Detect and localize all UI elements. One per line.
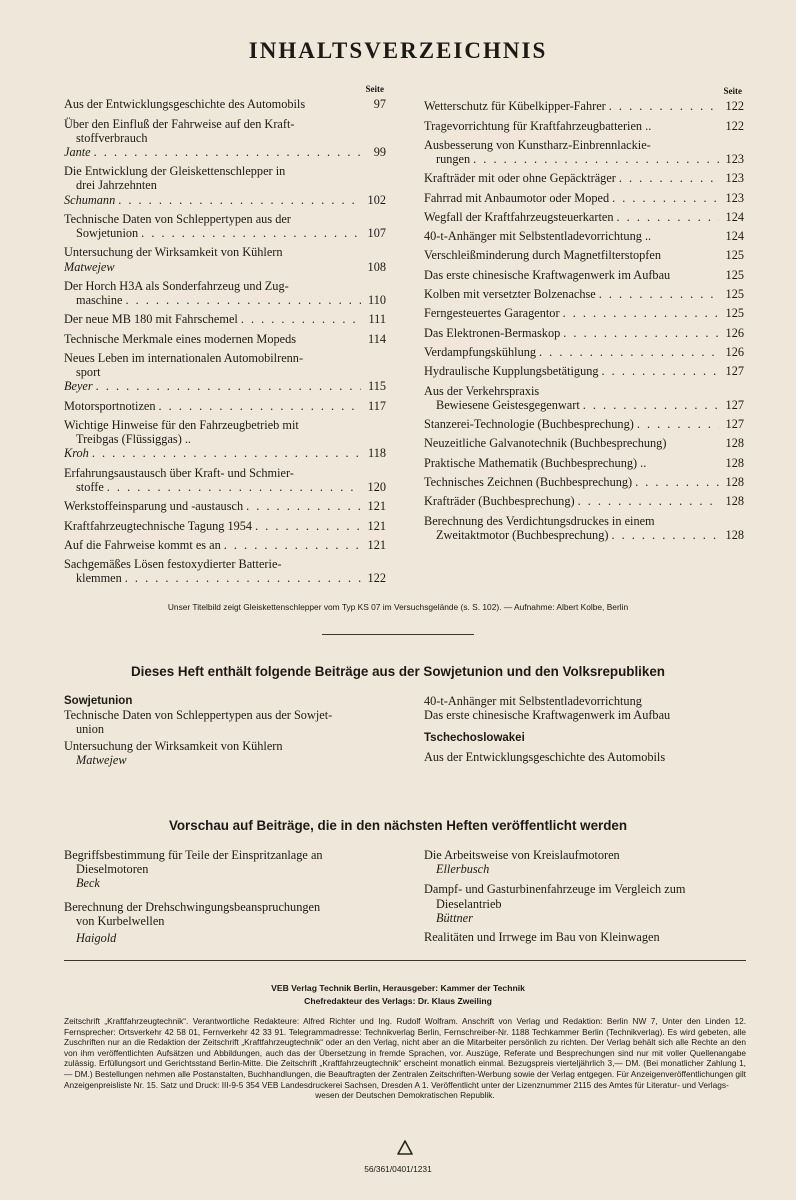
- leader-dots: [473, 152, 719, 166]
- toc-entry-page: 128: [725, 494, 744, 509]
- toc-entry-title: Wetterschutz für Kübelkipper-Fahrer: [424, 99, 606, 114]
- print-code: 56/361/0401/1231: [364, 1164, 432, 1174]
- toc-entry[interactable]: [64, 351, 386, 394]
- toc-right-list: [424, 99, 744, 542]
- toc-entry-page: 120: [367, 479, 386, 494]
- toc-entry-page: 122: [725, 118, 744, 133]
- toc-entry-title: klemmen: [76, 571, 122, 586]
- section2-left: [64, 694, 384, 767]
- list-item: Aus der Entwicklungsgeschichte des Automobils: [424, 749, 666, 764]
- country-heading: Tschechoslowakei: [424, 732, 525, 745]
- list-item: Technische Daten von Schleppertypen aus der Sowjet-: [64, 708, 333, 723]
- toc-entry-title: Technisches Zeichnen (Buchbesprechung): [424, 474, 633, 489]
- toc-entry-page: 127: [725, 417, 744, 432]
- imprint-last-line: wesen der Deutschen Demokratischen Republik.: [315, 1090, 495, 1101]
- toc-entry-title: Motorsportnotizen: [64, 398, 156, 413]
- toc-entry-title: Tragevorrichtung für Kraftfahrzeugbatterien ..: [424, 118, 652, 133]
- leader-dots: [563, 306, 719, 320]
- toc-entry-page: 128: [725, 474, 744, 489]
- section3-left: [64, 848, 384, 945]
- list-item: Dampf- und Gasturbinenfahrzeuge im Vergleich zum: [424, 882, 686, 897]
- toc-entry-title: Praktische Mathematik (Buchbesprechung) ..: [424, 455, 647, 470]
- leader-dots: [583, 398, 719, 412]
- toc-entry-page: 128: [725, 527, 744, 542]
- leader-dots: [141, 226, 361, 240]
- toc-entry-page: 111: [368, 312, 386, 327]
- toc-entry-page: 128: [725, 455, 744, 470]
- toc-entry-page: 127: [725, 364, 744, 379]
- toc-entry-page: 126: [725, 325, 744, 340]
- toc-entry[interactable]: [424, 364, 744, 378]
- toc-entry-title: Das erste chinesische Kraftwagenwerk im Aufbau: [424, 267, 671, 282]
- toc-entry[interactable]: [64, 312, 386, 326]
- toc-entry[interactable]: [424, 417, 744, 431]
- toc-entry[interactable]: [424, 494, 744, 508]
- toc-entry-page: 125: [725, 306, 744, 321]
- toc-entry[interactable]: [424, 326, 744, 340]
- toc-entry-page: 102: [367, 192, 386, 207]
- author: Büttner: [436, 910, 473, 925]
- toc-entry-page: 127: [725, 397, 744, 412]
- toc-entry-title: Ferngesteuertes Garagentor: [424, 306, 560, 321]
- toc-entry[interactable]: [424, 475, 744, 489]
- toc-entry-title: Die Entwicklung der Gleiskettenschlepper in: [64, 164, 286, 179]
- toc-entry-page: 126: [725, 344, 744, 359]
- toc-entry-title: Auf die Fahrweise kommt es an: [64, 537, 221, 552]
- toc-entry-title: Stanzerei-Technologie (Buchbesprechung): [424, 417, 634, 432]
- toc-entry-title: Wichtige Hinweise für den Fahrzeugbetrieb mit: [64, 418, 299, 432]
- country-heading: Sowjetunion: [64, 695, 133, 707]
- leader-dots: [159, 399, 361, 413]
- list-item: Begriffsbestimmung für Teile der Einspritzanlage an: [64, 848, 323, 862]
- toc-entry[interactable]: [424, 306, 744, 320]
- toc-entry[interactable]: [64, 538, 386, 552]
- toc-entry-page: 123: [725, 171, 744, 186]
- publisher-logo-icon: [396, 1139, 414, 1157]
- toc-entry-title: Werkstoffeinsparung und -austausch: [64, 499, 244, 514]
- toc-entry-title: stoffverbrauch: [76, 130, 148, 145]
- toc-entry[interactable]: [424, 248, 744, 262]
- leader-dots: [635, 475, 719, 489]
- toc-entry[interactable]: [424, 229, 744, 243]
- toc-entry-author: Kroh: [64, 446, 89, 461]
- toc-entry-title: rungen: [436, 152, 471, 166]
- list-item-cont: Dieselmotoren: [76, 862, 149, 877]
- leader-dots: [246, 499, 361, 513]
- leader-dots: [92, 446, 361, 460]
- toc-entry-author: Jante: [64, 144, 91, 159]
- author: Matwejew: [76, 752, 127, 767]
- toc-entry-author: Schumann: [64, 192, 116, 207]
- toc-entry-title: Neuzeitliche Galvanotechnik (Buchbesprechung): [424, 436, 667, 451]
- leader-dots: [611, 528, 719, 542]
- leader-dots: [539, 345, 719, 359]
- toc-entry-page: 125: [725, 267, 744, 282]
- leader-dots: [609, 99, 719, 113]
- toc-entry-title: Sowjetunion: [76, 226, 139, 241]
- toc-entry[interactable]: [424, 287, 744, 301]
- imprint-body: Zeitschrift „Kraftfahrzeugtechnik“. Verantwortliche Redakteure: Alfred Richter und Ing. Rudolf Wolfram. Anschrift von Verlag und Redaktion: Berlin NW 7, Unter den Linden 12. Fernsprecher: Ortsverkehr 42 58 01, Fernverkehr 42 33 91. Telegrammadresse: Technikverlag Berlin, Fernschreiber-Nr. 1188 Techkammer Berlin (Technikverlag). Es wird gebeten, alle Zuschriften nur an die Redaktion der Zeitschrift „Kraftfahrzeugtechnik“ oder an den Verlag, nicht aber an die Mitarbeiter persönlich zu richten. Der Verlag behält sich alle Rechte an den von ihm veröffentlichten Aufsätzen und Abbildungen, auch das der Übersetzung in fremde Sprachen, vor. Auszüge, Referate und Besprechungen sind nur mit voller Quellenangabe zulässig. Erfüllungsort und Gerichtsstand Berlin-Mitte. Die Zeitschrift „Kraftfahrzeugtechnik“ erscheint monatlich einmal. Bezugspreis vierteljährlich 3,— DM. (Bei monatlicher Zahlung 1,— DM.) Bestellungen nehmen alle Postanstalten, Buchhandlungen, die Beauftragten der Zentralen Zeitschriften-Werbung sowie der Verlag entgegen. Für Anzeigenveröffentlichungen gilt Anzeigenpreisliste Nr. 15. Satz und Druck: III-9-5 354 VEB Landesdruckerei Sachsen, Dresden A 1. Veröffentlicht unter der Lizenznummer 2115 des Amtes für Literatur- und Verlags-: [64, 1016, 746, 1090]
- toc-entry[interactable]: [64, 97, 386, 111]
- seite-label: Seite: [723, 86, 742, 96]
- section2-right: [424, 694, 744, 764]
- list-item-cont: Dieselantrieb: [436, 896, 502, 911]
- toc-entry-title: Erfahrungsaustausch über Kraft- und Schmier-: [64, 465, 294, 480]
- leader-dots: [241, 312, 361, 326]
- leader-dots: [612, 191, 719, 205]
- toc-entry-title: Technische Merkmale eines modernen Mopeds: [64, 331, 297, 346]
- toc-left-list: [64, 97, 386, 585]
- toc-entry[interactable]: [424, 384, 744, 412]
- toc-entry-page: 122: [725, 99, 744, 114]
- leader-dots: [96, 379, 361, 393]
- toc-entry-title: maschine: [76, 293, 123, 308]
- toc-entry-page: 117: [368, 398, 386, 413]
- toc-entry-title: Treibgas (Flüssiggas) ..: [76, 432, 192, 447]
- section-heading-vorschau: Vorschau auf Beiträge, die in den nächsten Heften veröffentlicht werden: [168, 818, 628, 833]
- author: Haigold: [76, 931, 117, 946]
- toc-entry[interactable]: [424, 191, 744, 205]
- toc-entry[interactable]: [64, 519, 386, 533]
- toc-entry-page: 97: [373, 97, 386, 112]
- toc-entry-title: Verdampfungskühlung: [424, 344, 537, 359]
- toc-entry-page: 121: [367, 499, 386, 514]
- divider: [322, 634, 474, 635]
- toc-entry-title: Technische Daten von Schleppertypen aus der: [64, 211, 291, 226]
- leader-dots: [224, 538, 361, 552]
- toc-entry-title: Hydraulische Kupplungsbetätigung: [424, 364, 599, 379]
- toc-entry[interactable]: [64, 399, 386, 413]
- toc-entry-title: Verschleißminderung durch Magnetfilterstopfen: [424, 248, 661, 263]
- toc-entry-page: 123: [725, 152, 744, 166]
- list-item: 40-t-Anhänger mit Selbstentladevorrichtung: [424, 694, 642, 708]
- toc-entry-page: 124: [725, 229, 744, 244]
- toc-entry-title: Zweitaktmotor (Buchbesprechung): [436, 527, 609, 542]
- toc-entry[interactable]: [424, 268, 744, 282]
- toc-entry-title: Untersuchung der Wirksamkeit von Kühlern: [64, 245, 283, 260]
- toc-entry-title: drei Jahrzehnten: [76, 178, 157, 193]
- list-item: Untersuchung der Wirksamkeit von Kühlern: [64, 738, 283, 753]
- author: Ellerbusch: [436, 862, 490, 877]
- toc-entry[interactable]: [424, 138, 744, 166]
- leader-dots: [255, 519, 361, 533]
- leader-dots: [599, 287, 719, 301]
- toc-entry[interactable]: [64, 117, 386, 160]
- imprint-publisher: VEB Verlag Technik Berlin, Herausgeber: Kammer der Technik: [271, 983, 525, 993]
- divider: [64, 960, 746, 961]
- toc-entry-page: 123: [725, 190, 744, 205]
- section-heading-volksrepubliken: Dieses Heft enthält folgende Beiträge aus der Sowjetunion und den Volksrepubliken: [131, 664, 665, 679]
- toc-entry-page: 124: [725, 209, 744, 224]
- cover-caption: Unser Titelbild zeigt Gleiskettenschlepper vom Typ KS 07 im Versuchsgelände (s. S. 102). — Aufnahme: Albert Kolbe, Berlin: [167, 602, 629, 612]
- toc-entry-title: Kolben mit versetzter Bolzenachse: [424, 287, 596, 302]
- list-item: Berechnung der Drehschwingungsbeanspruchungen: [64, 899, 321, 914]
- toc-entry-page: 122: [367, 571, 386, 586]
- toc-entry[interactable]: [64, 499, 386, 513]
- toc-entry-title: Wegfall der Kraftfahrzeugsteuerkarten: [424, 209, 614, 224]
- toc-entry-title: stoffe: [76, 479, 104, 494]
- list-item-cont: von Kurbelwellen: [76, 913, 165, 928]
- toc-entry-page: 118: [368, 446, 386, 461]
- page-title: INHALTSVERZEICHNIS: [248, 38, 548, 63]
- toc-entry-title: 40-t-Anhänger mit Selbstentladevorrichtung ..: [424, 229, 652, 244]
- leader-dots: [578, 494, 719, 508]
- toc-entry-title: Über den Einfluß der Fahrweise auf den Kraft-: [64, 116, 295, 131]
- toc-entry-page: 108: [367, 259, 386, 274]
- toc-entry-title: Kraftfahrzeugtechnische Tagung 1954: [64, 518, 253, 533]
- toc-entry[interactable]: [424, 119, 744, 133]
- toc-entry-page: 121: [367, 518, 386, 533]
- toc-entry-title: Krafträder mit oder ohne Gepäckträger: [424, 171, 616, 186]
- toc-entry[interactable]: [424, 345, 744, 359]
- toc-entry[interactable]: [64, 557, 386, 585]
- toc-entry[interactable]: [64, 164, 386, 207]
- leader-dots: [602, 364, 719, 378]
- leader-dots: [94, 145, 361, 159]
- toc-entry-title: Bewiesene Geistesgegenwart: [436, 397, 580, 412]
- toc-entry-page: 114: [368, 331, 386, 346]
- list-item: Das erste chinesische Kraftwagenwerk im Aufbau: [424, 708, 671, 723]
- toc-entry-title: Krafträder (Buchbesprechung): [424, 494, 575, 509]
- toc-entry[interactable]: [424, 436, 744, 450]
- toc-entry[interactable]: [424, 456, 744, 470]
- toc-entry[interactable]: [64, 279, 386, 307]
- toc-entry-title: Berechnung des Verdichtungsdruckes in einem: [424, 513, 655, 528]
- imprint-text: [64, 1016, 746, 1101]
- toc-entry[interactable]: [424, 171, 744, 185]
- list-item-cont: union: [76, 722, 105, 737]
- toc-entry-title: Sachgemäßes Lösen festoxydierter Batterie-: [64, 557, 282, 572]
- toc-entry[interactable]: [424, 514, 744, 542]
- toc-entry[interactable]: [64, 212, 386, 240]
- author: Beck: [76, 876, 100, 891]
- toc-entry-page: 125: [725, 287, 744, 302]
- toc-left-column: [64, 82, 386, 591]
- toc-entry[interactable]: [64, 332, 386, 346]
- toc-entry[interactable]: [64, 418, 386, 461]
- leader-dots: [125, 571, 361, 585]
- leader-dots: [125, 293, 361, 307]
- imprint-editor: Chefredakteur des Verlags: Dr. Klaus Zweiling: [304, 996, 492, 1006]
- leader-dots: [118, 193, 361, 207]
- toc-entry[interactable]: [64, 245, 386, 273]
- toc-entry-page: 107: [367, 226, 386, 241]
- toc-entry-author: Beyer: [64, 379, 93, 394]
- toc-entry-author: Matwejew: [64, 259, 115, 274]
- leader-dots: [107, 480, 361, 494]
- toc-entry-page: 110: [368, 293, 386, 308]
- toc-entry[interactable]: [424, 210, 744, 224]
- leader-dots: [617, 210, 719, 224]
- toc-entry-title: Aus der Entwicklungsgeschichte des Automobils: [64, 97, 306, 112]
- section3-right: [424, 848, 746, 944]
- toc-entry-title: Aus der Verkehrspraxis: [424, 383, 540, 398]
- leader-dots: [619, 171, 719, 185]
- toc-entry-page: 121: [367, 537, 386, 552]
- toc-entry-title: Das Elektronen-Bermaskop: [424, 325, 561, 340]
- toc-entry-page: 125: [725, 248, 744, 263]
- toc-entry-title: Der Horch H3A als Sonderfahrzeug und Zug-: [64, 278, 289, 293]
- toc-entry-title: Der neue MB 180 mit Fahrschemel: [64, 312, 238, 327]
- toc-entry-page: 99: [373, 144, 386, 159]
- list-item: Realitäten und Irrwege im Bau von Kleinwagen: [424, 930, 660, 945]
- toc-entry-page: 115: [368, 379, 386, 394]
- toc-entry[interactable]: [64, 466, 386, 494]
- toc-entry-title: Neues Leben im internationalen Automobilrenn-: [64, 351, 304, 365]
- toc-entry-title: sport: [76, 365, 101, 380]
- list-item: Die Arbeitsweise von Kreislaufmotoren: [424, 848, 620, 862]
- seite-label: Seite: [365, 84, 384, 94]
- toc-entry-title: Ausbesserung von Kunstharz-Einbrennlackie-: [424, 137, 651, 152]
- toc-entry-page: 128: [725, 436, 744, 451]
- leader-dots: [637, 417, 719, 431]
- toc-right-column: [424, 84, 744, 547]
- leader-dots: [563, 326, 719, 340]
- toc-entry-title: Fahrrad mit Anbaumotor oder Moped: [424, 190, 610, 205]
- toc-entry[interactable]: [424, 99, 744, 113]
